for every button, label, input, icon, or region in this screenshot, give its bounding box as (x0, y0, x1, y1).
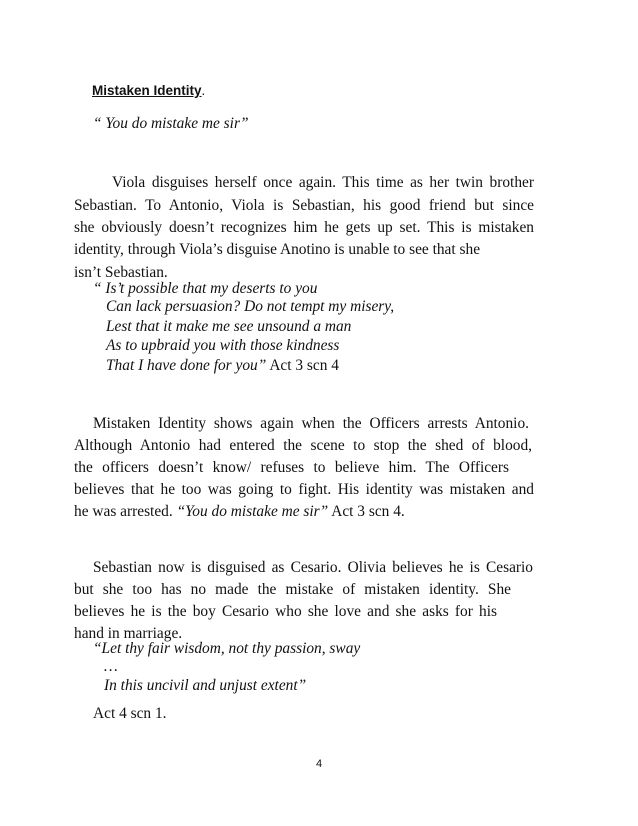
paragraph-1-line: she obviously doesn’t recognizes him he gets up set. This is mistaken (74, 219, 534, 236)
paragraph-2-quote: “You do mistake me sir” (176, 503, 329, 520)
section-heading (92, 80, 205, 102)
quote-2-line: In this uncivil and unjust extent” (104, 677, 307, 694)
quote-1-line: Lest that it make me see unsound a man (106, 318, 352, 335)
paragraph-3-line: but she too has no made the mistake of mistaken identity. She (74, 581, 511, 598)
quote-2-reference: Act 4 scn 1. (93, 705, 167, 722)
heading-title: Mistaken Identity (92, 83, 202, 98)
paragraph-2-line: believes that he too was going to fight. His identity was mistaken and (74, 481, 534, 498)
paragraph-2-text: he was arrested. (74, 503, 173, 520)
paragraph-3-line: believes he is the boy Cesario who she love and she asks for his (74, 603, 497, 620)
paragraph-1-line: identity, through Viola’s disguise Anotino is unable to see that she (74, 241, 481, 258)
paragraph-2-line: Although Antonio had entered the scene to stop the shed of blood, (74, 437, 532, 454)
quote-1-reference: Act 3 scn 4 (269, 357, 339, 374)
paragraph-2-reference: Act 3 scn 4. (331, 503, 405, 520)
paragraph-2-line: the officers doesn’t know/ refuses to believe him. The Officers (74, 459, 509, 476)
quote-1-line: That I have done for you” (106, 357, 267, 374)
heading-punctuation: . (201, 83, 206, 98)
paragraph-2-last-line (74, 501, 405, 523)
quote-1-line: As to upbraid you with those kindness (106, 337, 340, 354)
quote-2-line: “Let thy fair wisdom, not thy passion, sway (93, 640, 361, 657)
quote-1-line: Can lack persuasion? Do not tempt my misery, (106, 298, 395, 315)
paragraph-1-line: Viola disguises herself once again. This time as her twin brother (112, 174, 534, 191)
paragraph-3-line: hand in marriage. (74, 625, 183, 642)
quote-1-last-line (106, 355, 339, 377)
quote-1-line: “ Is’t possible that my deserts to you (93, 280, 318, 297)
quote-2-ellipsis: … (104, 658, 118, 675)
paragraph-1-line: Sebastian. To Antonio, Viola is Sebastian, his good friend but since (74, 197, 534, 214)
paragraph-3-line: Sebastian now is disguised as Cesario. Olivia believes he is Cesario (93, 559, 533, 576)
paragraph-2-line: Mistaken Identity shows again when the Officers arrests Antonio. (93, 415, 529, 432)
opening-quote: “ You do mistake me sir” (93, 115, 249, 132)
paragraph-1-line: isn’t Sebastian. (74, 264, 168, 281)
page-number: 4 (315, 758, 323, 770)
